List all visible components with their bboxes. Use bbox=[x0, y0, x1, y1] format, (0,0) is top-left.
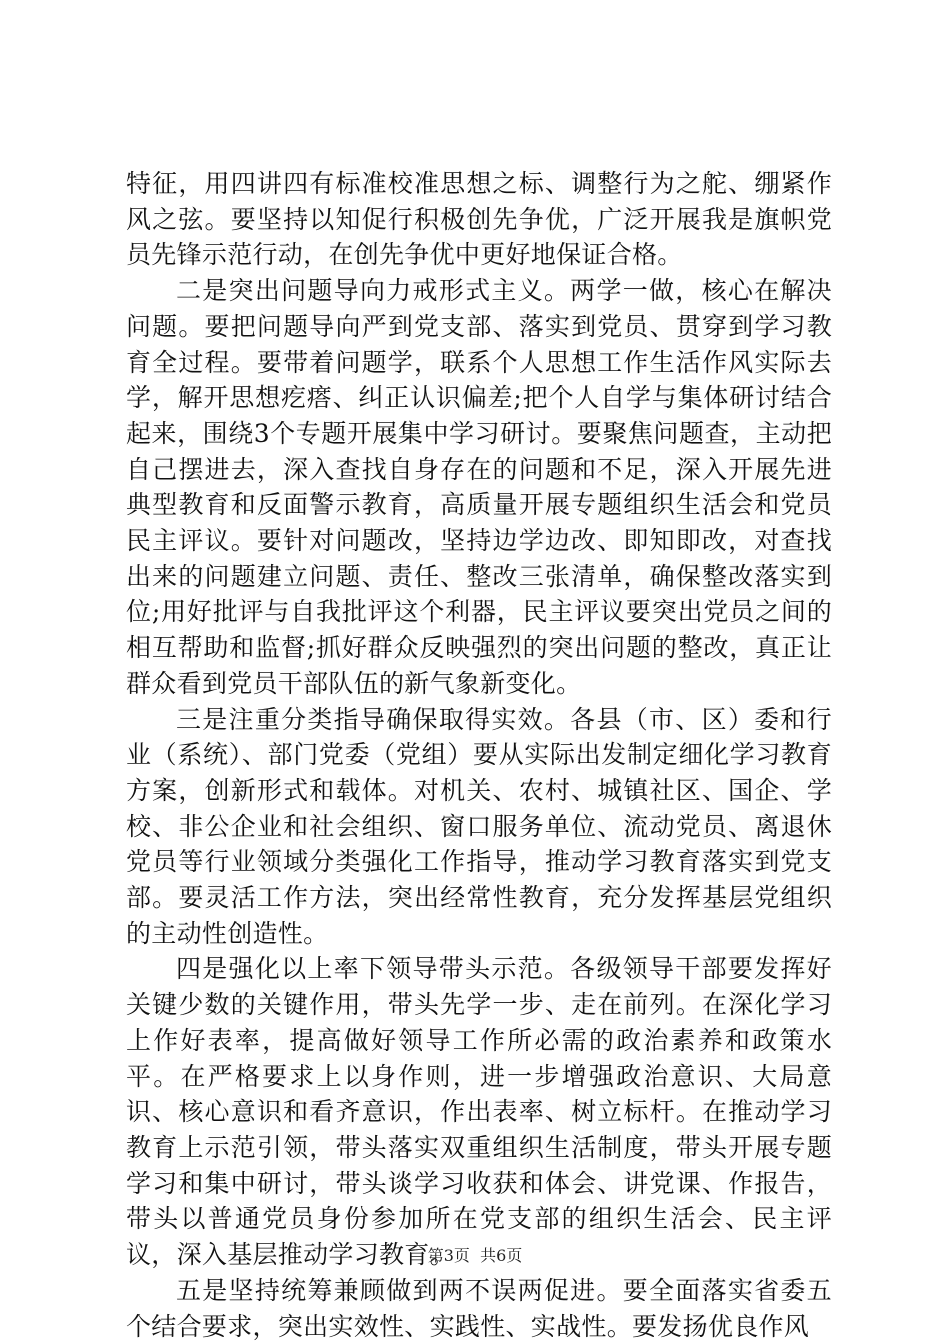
paragraph-4: 四是强化以上率下领导带头示范。各级领导干部要发挥好关键少数的关键作用，带头先学一步、走在前列。在深化学习上作好表率，提高做好领导工作所必需的政治素养和政策水平。在严格要求上以身作则，进一步增强政治意识、大局意识、核心意识和看齐意识，作出表率、树立标杆。在推动学习教育上示范引领，带头落实双重组织生活制度，带头开展专题学习和集中研讨，带头谈学习收获和体会、讲党课、作报告，带头以普通党员身份参加所在党支部的组织生活会、民主评议，深入基层推动学习教育。 bbox=[126, 954, 832, 1270]
paragraph-5: 五是坚持统筹兼顾做到两不误两促进。要全面落实省委五个结合要求，突出实效性、实践性、实战性。要发扬优良作风 bbox=[126, 1275, 832, 1341]
page-footer: 第3页 共6页 bbox=[427, 1246, 523, 1265]
paragraph-2: 二是突出问题导向力戒形式主义。两学一做，核心在解决问题。要把问题导向严到党支部、落实到党员、贯穿到学习教育全过程。要带着问题学，联系个人思想工作生活作风实际去学，解开思想疙瘩、纠正认识偏差;把个人自学与集体研讨结合起来，围绕3个专题开展集中学习研讨。要聚焦问题查，主动把自己摆进去，深入查找自身存在的问题和不足，深入开展先进典型教育和反面警示教育，高质量开展专题组织生活会和党员民主评议。要针对问题改，坚持边学边改、即知即改，对查找出来的问题建立问题、责任、整改三张清单，确保整改落实到位;用好批评与自我批评这个利器，民主评议要突出党员之间的相互帮助和监督;抓好群众反映强烈的突出问题的整改，真正让群众看到党员干部队伍的新气象新变化。 bbox=[126, 276, 832, 698]
document-body bbox=[126, 166, 832, 1344]
paragraph-3: 三是注重分类指导确保取得实效。各县（市、区）委和行业（系统）、部门党委（党组）要从实际出发制定细化学习教育方案，创新形式和载体。对机关、农村、城镇社区、国企、学校、非公企业和社会组织、窗口服务单位、流动党员、离退休党员等行业领域分类强化工作指导，推动学习教育落实到党支部。要灵活工作方法，突出经常性教育，充分发挥基层党组织的主动性创造性。 bbox=[126, 704, 832, 948]
paragraph-1: 特征，用四讲四有标准校准思想之标、调整行为之舵、绷紧作风之弦。要坚持以知促行积极创先争优，广泛开展我是旗帜党员先锋示范行动，在创先争优中更好地保证合格。 bbox=[126, 169, 832, 270]
